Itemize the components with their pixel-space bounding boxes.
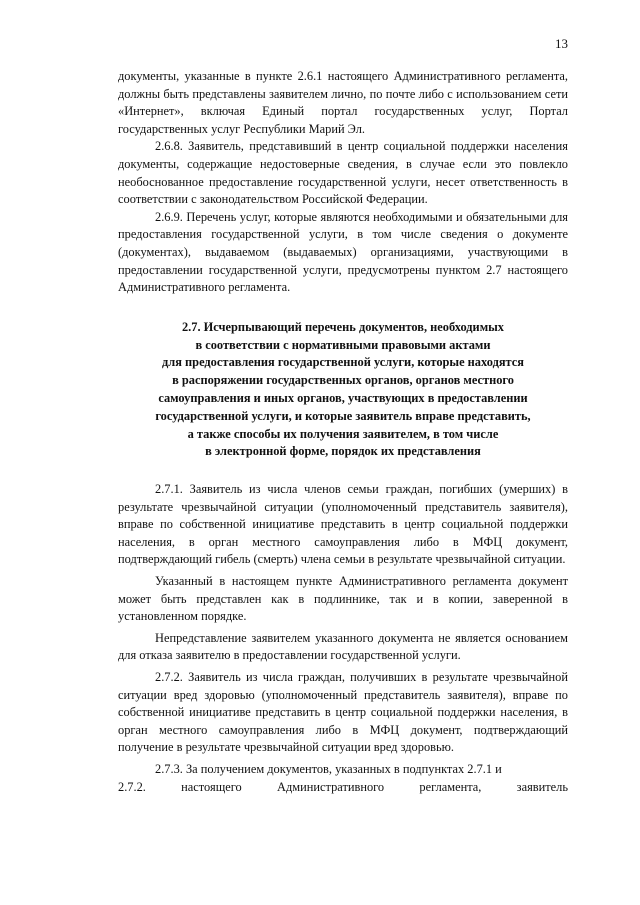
- paragraph-2-7-3: 2.7.3. За получением документов, указанных в подпунктах 2.7.1 и: [155, 762, 502, 776]
- heading-line: а также способы их получения заявителем, в том числе: [187, 426, 499, 441]
- document-body: [118, 68, 568, 796]
- paragraph-document-copy: Указанный в настоящем пункте Административного регламента документ может быть представлен как в подлиннике, так и в копии, заверенной в установленном порядке.: [118, 574, 568, 624]
- heading-line: 2.7. Исчерпывающий перечень документов, необходимых: [181, 319, 505, 334]
- word: заявитель: [516, 779, 568, 794]
- section-heading-2-7: [118, 319, 568, 461]
- paragraph-2-6-8: 2.6.8. Заявитель, представивший в центр социальной поддержки населения документы, содержащие недостоверные сведения, в случае если это повлекло необоснованное предоставление государственной услуги, несет ответственность в соответствии с законодательством Российской Федерации.: [118, 139, 568, 207]
- heading-line: для предоставления государственной услуги, которые находятся: [162, 355, 524, 370]
- word: регламента,: [419, 779, 482, 794]
- page-number: 13: [555, 36, 568, 51]
- word: Административного: [277, 779, 385, 794]
- heading-line: самоуправления и иных органов, участвующих в предоставлении: [158, 390, 528, 405]
- heading-line: в электронной форме, порядок их представления: [205, 444, 481, 459]
- paragraph-non-submission: Непредставление заявителем указанного документа не является основанием для отказа заявителю в предоставлении государственной услуги.: [118, 630, 568, 663]
- heading-line: в соответствии с нормативными правовыми актами: [195, 337, 491, 352]
- paragraph-2-6-9: 2.6.9. Перечень услуг, которые являются необходимыми и обязательными для предоставления государственной услуги, в том числе сведения о документе (документах), выдаваемом (выдаваемых) организациями, участвующими в предоставлении государственной услуги, предусмотрены пунктом 2.7 настоящего Административного регламента.: [118, 209, 568, 295]
- paragraph-2-7-3-continuation: [118, 779, 568, 797]
- paragraph-2-7-1: 2.7.1. Заявитель из числа членов семьи граждан, погибших (умерших) в результате чрезвычайной ситуации (уполномоченный представитель заявителя), вправе по собственной инициативе представить в центр социальной поддержки населения, в орган местного самоуправления либо в МФЦ документ, подтверждающий гибель (смерть) члена семьи в результате чрезвычайной ситуации.: [118, 482, 568, 567]
- word: настоящего: [181, 779, 242, 794]
- paragraph-continuation: документы, указанные в пункте 2.6.1 настоящего Административного регламента, должны быть представлены заявителем лично, по почте либо с использованием сети «Интернет», включая Единый портал государственных услуг, Портал государственных услуг Республики Марий Эл.: [118, 69, 568, 136]
- word: 2.7.2.: [118, 779, 146, 794]
- paragraph-2-7-2: 2.7.2. Заявитель из числа граждан, получивших в результате чрезвычайной ситуации вред здоровью (уполномоченный представитель заявителя), вправе по собственной инициативе представить в центр социальной поддержки населения, в орган местного самоуправления либо в МФЦ документ, подтверждающий получение в результате чрезвычайной ситуации вред здоровью.: [118, 670, 568, 755]
- heading-line: государственной услуги, и которые заявитель вправе представить,: [155, 408, 531, 423]
- heading-line: в распоряжении государственных органов, органов местного: [172, 373, 514, 388]
